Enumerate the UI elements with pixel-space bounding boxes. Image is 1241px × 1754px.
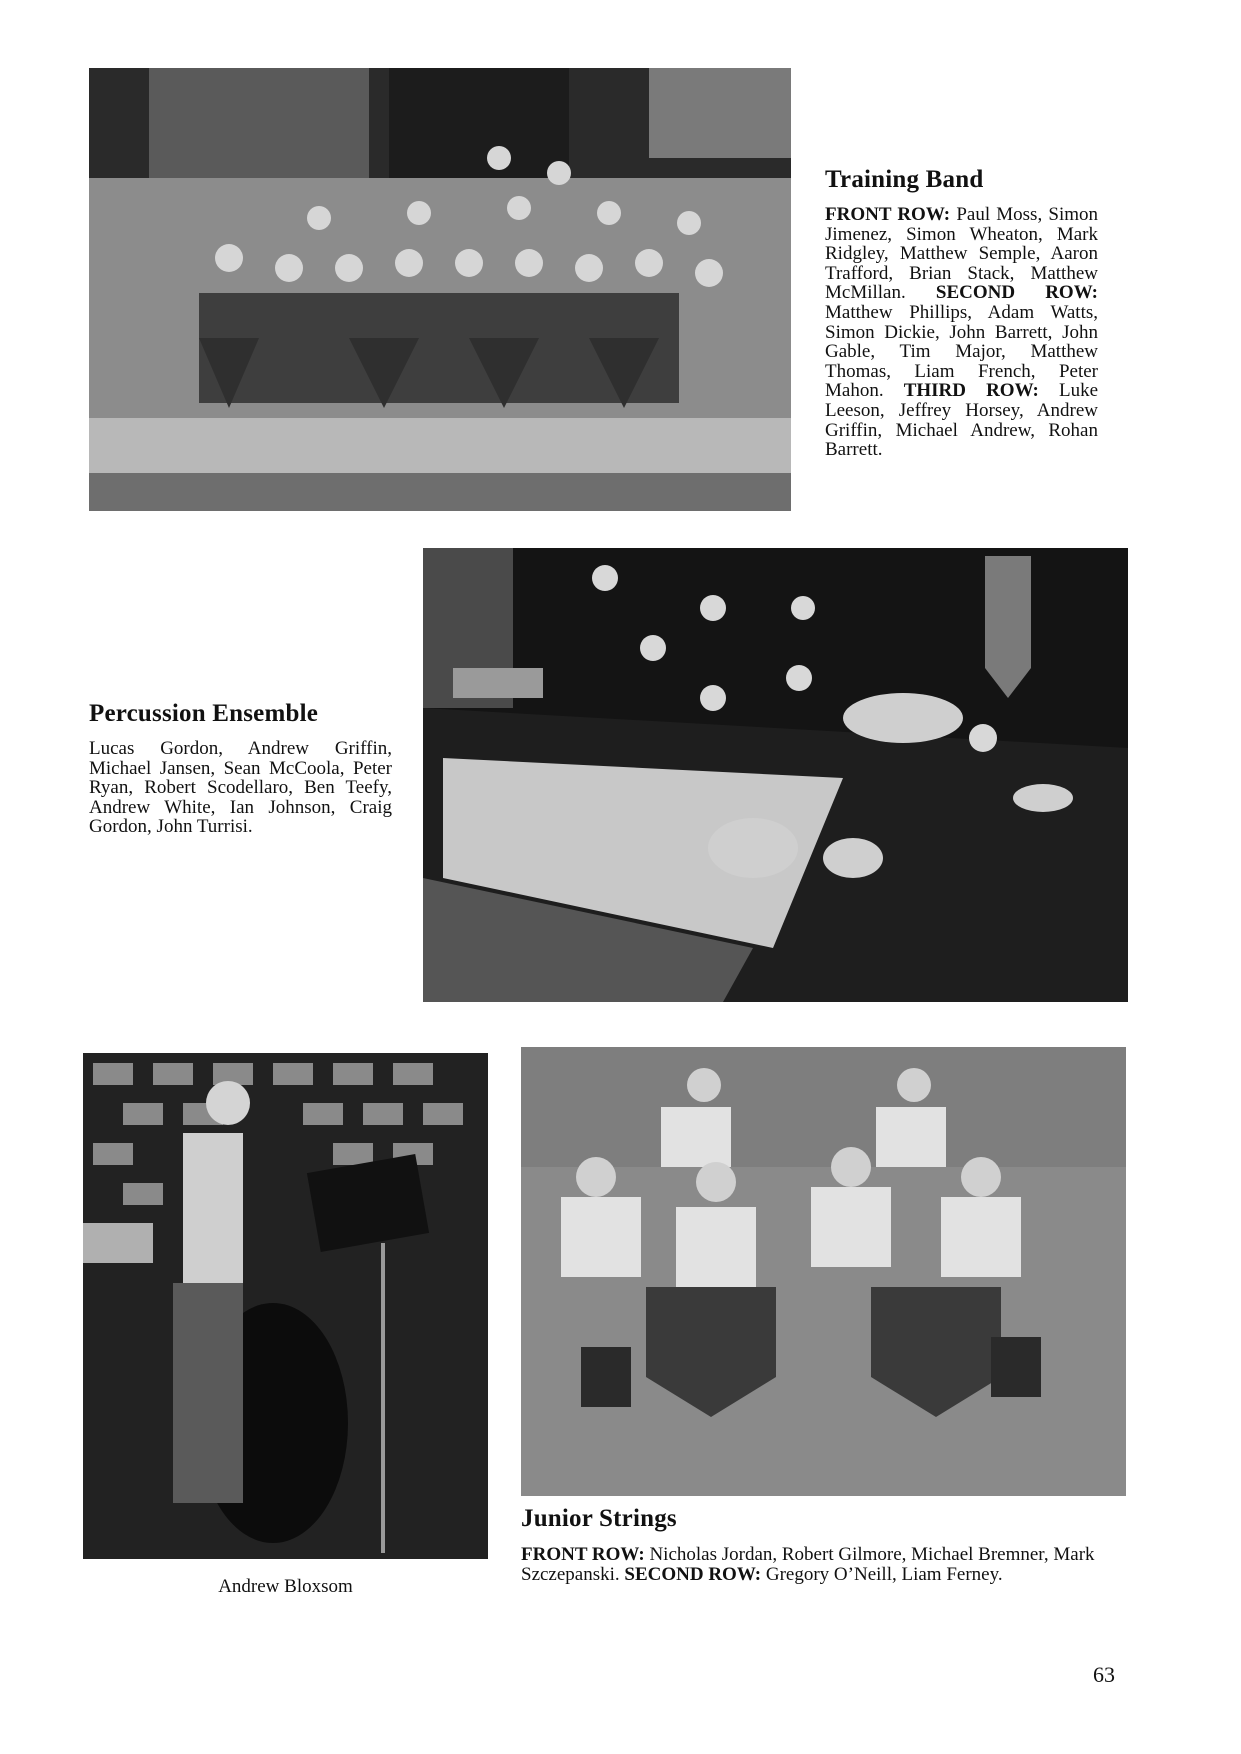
js-front-row-label: FRONT ROW: (521, 1544, 645, 1565)
third-row-names: Luke Leeson, Jeffrey Horsey, Andrew Griffin, Michael Andrew, Rohan Barrett. (825, 380, 1099, 461)
junior-strings-heading: Junior Strings (521, 1505, 677, 1532)
training-band-photo (89, 68, 791, 511)
third-row-label: THIRD ROW: (903, 380, 1039, 402)
front-row-names: Paul Moss, Simon Jimenez, Simon Wheaton, Mark Ridgley, Matthew Semple, Aaron Trafford, Brian Stack, Matthew McMillan. (825, 204, 1099, 304)
percussion-ensemble-heading: Percussion Ensemble (89, 700, 319, 727)
js-front-row-names: Nicholas Jordan, Robert Gilmore, Michael Bremner, Mark Szczepanski. (521, 1544, 1095, 1585)
page-number: 63 (1093, 1662, 1115, 1687)
js-second-row-label: SECOND ROW: (624, 1563, 762, 1585)
bass-player-caption: Andrew Bloxsom (218, 1576, 353, 1597)
junior-strings-caption (521, 1545, 1126, 1584)
junior-strings-photo (521, 1047, 1126, 1496)
training-band-heading: Training Band (825, 166, 984, 193)
js-second-row-names: Gregory O’Neill, Liam Ferney. (765, 1563, 1003, 1585)
second-row-label: SECOND ROW: (935, 282, 1098, 304)
training-band-caption (825, 205, 1098, 460)
percussion-ensemble-photo (423, 548, 1128, 1002)
front-row-label: FRONT ROW: (825, 204, 951, 225)
percussion-ensemble-caption: Lucas Gordon, Andrew Griffin, Michael Jansen, Sean McCoola, Peter Ryan, Robert Scodellaro, Ben Teefy, Andrew White, Ian Johnson, Craig Gordon, John Turrisi. (89, 738, 392, 838)
second-row-names: Matthew Phillips, Adam Watts, Simon Dickie, John Barrett, John Gable, Tim Major, Matthew Thomas, Liam French, Peter Mahon. (825, 301, 1098, 402)
bass-player-photo (83, 1053, 488, 1559)
